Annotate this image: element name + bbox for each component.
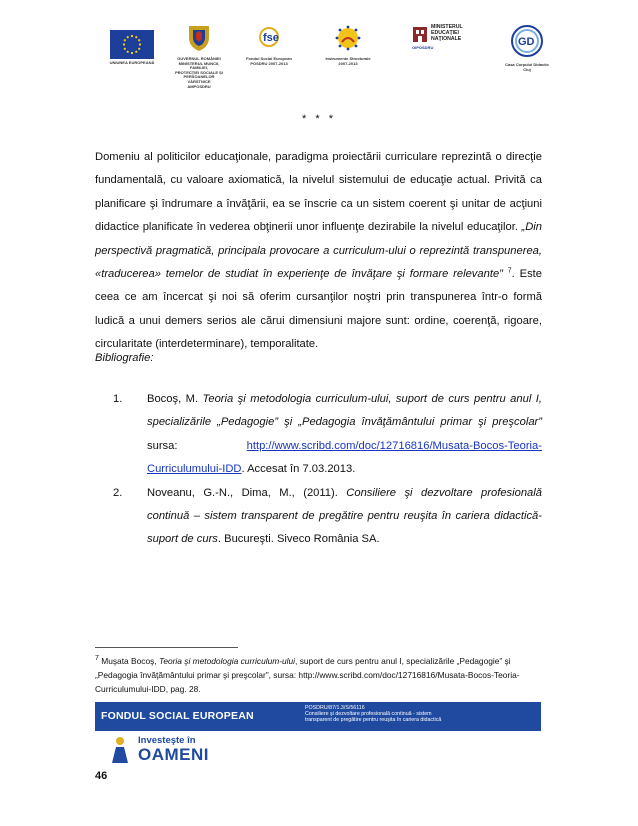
item-number: 2. — [113, 486, 123, 499]
svg-text:fse: fse — [263, 32, 279, 44]
bibliography-title: Bibliografie: — [95, 352, 154, 364]
education-ministry-logo — [412, 24, 486, 51]
item-author: Bocoş, M. — [147, 393, 203, 405]
body-paragraph — [95, 146, 542, 357]
structural-instruments-icon — [334, 24, 362, 52]
footnote-ref[interactable]: 7 — [507, 267, 512, 275]
item-rest: . Bucureşti. Siveco România SA. — [217, 533, 380, 546]
person-icon — [108, 735, 132, 765]
men-logo-caption: MINISTERUL EDUCAŢIEI NAŢIONALE — [431, 24, 463, 42]
paragraph-text: Domeniu al politicilor educaţionale, paradigma proiectării curriculare reprezintă o direcţie fundamentală, cu valoare axiomatică, la nivelul sistemului de educaţie actual. Privită ca planificare şi îndrumare a învăţării, ea se înscrie ca un sistem coerent şi unitar de acţiuni didactice planificate în vederea obţinerii unor influenţe dezirabile la nivelul educaţilor. — [95, 151, 542, 234]
eu-logo — [108, 24, 156, 66]
header-logos — [100, 24, 555, 89]
structural-instruments-logo — [322, 24, 374, 66]
ccd-logo-icon — [510, 24, 544, 58]
item-title: Consiliere şi dezvoltare profesională continuă – sistem transparent de pregătire pentru reuşita în cariera didactică- suport de curs — [147, 486, 542, 546]
item-title: Teoria şi metodologia curriculum-ului, suport de curs pentru anul I, specializările „Pedagogie” şi „Pedagogia învăţământului primar şi preşcolar” — [147, 393, 542, 429]
coat-of-arms-icon — [186, 24, 212, 52]
bibliography-list — [113, 388, 542, 552]
gov-logo-caption: GUVERNUL ROMÂNIEI MINISTERUL MUNCII, FAMILIEI, PROTECŢIEI SOCIALE ŞI PERSOANELOR VÂRSTNICE AMPOSDRU — [175, 56, 223, 89]
slogan-line1: Investeşte în — [138, 735, 196, 746]
bibliography-item — [113, 482, 542, 552]
eu-logo-caption: UNIUNEA EUROPEANĂ — [109, 60, 155, 65]
item-link[interactable]: http://www.scribd.com/doc/12716816/Musata-Bocos-Teoria-Curriculumului-IDD — [147, 439, 542, 476]
footnote-number: 7 — [95, 655, 99, 663]
footer-banner — [95, 702, 541, 731]
footnote-divider — [95, 647, 238, 648]
slogan-line2: OAMENI — [138, 745, 209, 764]
casa-corpului-didactic-logo — [498, 24, 556, 72]
eu-flag-icon — [110, 30, 154, 59]
oiposdru-caption: OIPOSDRU — [412, 45, 434, 50]
footnote-author: Muşata Bocoş, — [98, 656, 159, 666]
item-number: 1. — [113, 393, 123, 405]
footnote-rest: , suport de curs pentru anul I, specializările „Pedagogie” şi „Pedagogia învăţământului primar şi preşcolar”, sursa: http://www.scribd.com/doc/12716816/Musata-Bocos-Teoria-Curriculumului-IDD, pag. 28. — [95, 656, 520, 694]
fse-logo-caption: Fondul Social European POSDRU 2007-2013 — [246, 56, 292, 66]
svg-text:GD: GD — [518, 36, 535, 48]
fse-swirl-icon — [254, 24, 284, 52]
ministry-building-icon — [412, 24, 428, 44]
ccd-logo-caption: Casa Corpului Didactic Cluj — [505, 62, 549, 72]
footnote-title: Teoria şi metodologia curriculum-ului — [158, 656, 296, 666]
page-number: 46 — [95, 770, 108, 782]
item-source-label: sursa: — [147, 439, 247, 452]
item-author: Noveanu, G.-N., Dima, M., (2011). — [147, 486, 347, 499]
paragraph-quote: „Din perspectivă pragmatică, principala provocare a curriculum-ului o reprezintă transpunerea, «traducerea» temelor de studiat în experienţe de învăţare şi formare relevante” — [95, 221, 542, 281]
bibliography-item — [113, 388, 542, 482]
section-separator: * * * — [302, 113, 336, 125]
is-logo-caption: Instrumente Structurale 2007-2013 — [325, 56, 371, 66]
banner-fse-title: FONDUL SOCIAL EUROPEAN — [101, 710, 254, 722]
footnote — [95, 654, 542, 696]
fse-logo — [240, 24, 298, 66]
paragraph-text-continued: . Este ceea ce am încercat şi noi să oferim cursanţilor noştri prin transpunerea într-o formă ludică a unui demers serios ale cărui dimensiuni majore sunt: ordine, coerenţă, rigoare, circularitate (interdeterminare), temporalitate. — [95, 268, 543, 351]
slogan — [138, 735, 209, 764]
romanian-government-logo — [174, 24, 224, 89]
item-accessed: . Accesat în 7.03.2013. — [241, 463, 356, 476]
banner-project-info: POSDRU/87/1.3/S/56116 Consiliere şi dezvoltare profesională continuă - sistem transparent de pregătire pentru reuşita în cariera didactică — [305, 705, 442, 724]
